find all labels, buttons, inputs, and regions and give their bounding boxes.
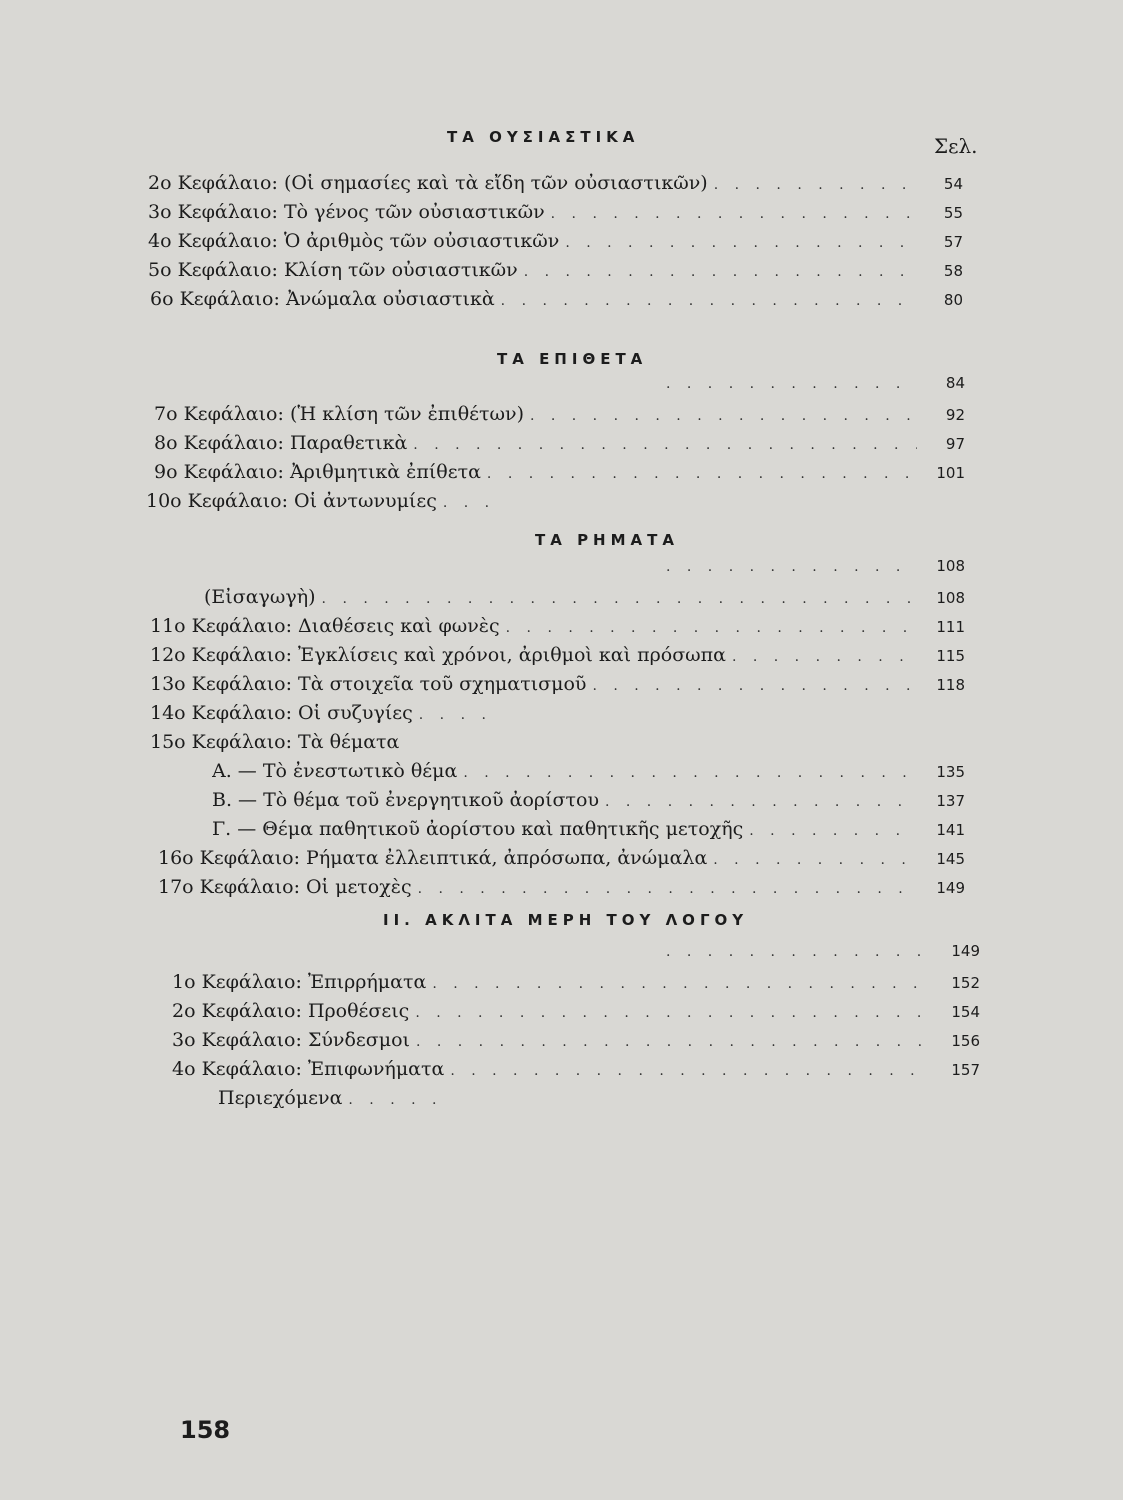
leader-dots [524, 264, 915, 280]
toc-entry [150, 673, 965, 701]
toc-entry-page: 154 [951, 1003, 980, 1021]
toc-entry-label: 9ο Κεφάλαιο: Ἀριθμητικὰ ἐπίθετα [154, 461, 481, 483]
leader-dots [714, 177, 915, 193]
toc-entry [150, 644, 965, 672]
toc-entry [150, 731, 550, 759]
leader-dots [592, 678, 917, 694]
toc-entry-label: Περιεχόμενα [218, 1087, 343, 1109]
toc-entry-page: 145 [936, 850, 965, 868]
toc-entry-label: 8ο Κεφάλαιο: Παραθετικὰ [154, 432, 408, 454]
toc-entry-page: 157 [951, 1061, 980, 1079]
page-column-header: Σελ. [934, 134, 978, 158]
toc-entry-label: 5ο Κεφάλαιο: Κλίση τῶν οὐσιαστικῶν [148, 259, 518, 281]
leader-dots [432, 976, 932, 992]
toc-entry-page: 57 [943, 233, 963, 251]
toc-entry-page: 80 [943, 291, 963, 309]
leader-dots [415, 1005, 932, 1021]
toc-entry [660, 374, 965, 402]
toc-entry [148, 201, 963, 229]
toc-entry-label: 2ο Κεφάλαιο: Προθέσεις [172, 1000, 410, 1022]
toc-entry-page: 97 [945, 435, 965, 453]
leader-dots [506, 620, 917, 636]
leader-dots [443, 495, 498, 511]
toc-entry [154, 461, 965, 489]
toc-entry-label: 4ο Κεφάλαιο: Ἐπιφωνήματα [172, 1058, 445, 1080]
leader-dots [501, 293, 915, 309]
toc-entry [204, 586, 965, 614]
toc-entry-page: 92 [945, 406, 965, 424]
toc-entry-page: 101 [936, 464, 965, 482]
leader-dots [413, 437, 917, 453]
toc-entry-label: 1ο Κεφάλαιο: Ἐπιρρήματα [172, 971, 427, 993]
toc-entry-page: 115 [936, 647, 965, 665]
leader-dots [450, 1063, 932, 1079]
toc-entry-label: 14ο Κεφάλαιο: Οἱ συζυγίες [150, 702, 413, 724]
leader-dots [666, 944, 932, 960]
toc-entry-label: 12ο Κεφάλαιο: Ἐγκλίσεις καὶ χρόνοι, ἀριθμοὶ καὶ πρόσωπα [150, 644, 726, 666]
toc-entry [660, 557, 965, 585]
section-title-verbs: ΤΑ ΡΗΜΑΤΑ [535, 531, 679, 549]
section-title-nouns: ΤΑ ΟΥΣΙΑΣΤΙΚΑ [447, 128, 640, 146]
leader-dots [749, 823, 917, 839]
toc-entry [148, 230, 963, 258]
toc-entry-page: 111 [936, 618, 965, 636]
toc-entry [150, 615, 965, 643]
toc-entry-label: 15ο Κεφάλαιο: Τὰ θέματα [150, 731, 400, 753]
toc-entry-page: 149 [936, 879, 965, 897]
toc-entry [218, 1087, 498, 1115]
leader-dots [732, 649, 917, 665]
leader-dots [487, 466, 917, 482]
toc-entry [158, 876, 965, 904]
toc-entry-page: 54 [943, 175, 963, 193]
toc-entry-label: 3ο Κεφάλαιο: Σύνδεσμοι [172, 1029, 410, 1051]
toc-entry-label: 7ο Κεφάλαιο: (Ἡ κλίση τῶν ἐπιθέτων) [154, 403, 524, 425]
toc-entry [148, 172, 963, 200]
toc-entry [212, 789, 965, 817]
toc-entry-page: 156 [951, 1032, 980, 1050]
toc-entry-page: 58 [943, 262, 963, 280]
toc-entry-label: (Εἰσαγωγὴ) [204, 586, 316, 608]
toc-entry [172, 1029, 980, 1057]
leader-dots [565, 235, 915, 251]
toc-entry [146, 490, 546, 518]
toc-entry [150, 288, 963, 316]
toc-entry-page: 118 [936, 676, 965, 694]
toc-entry-label: 2ο Κεφάλαιο: (Οἱ σημασίες καὶ τὰ εἴδη τῶν οὐσιαστικῶν) [148, 172, 708, 194]
toc-entry-page: 108 [936, 589, 965, 607]
section-title-adjectives: ΤΑ ΕΠΙΘΕΤΑ [497, 350, 648, 368]
toc-entry-label: 4ο Κεφάλαιο: Ὁ ἀριθμὸς τῶν οὐσιαστικῶν [148, 230, 560, 252]
leader-dots [551, 206, 915, 222]
toc-entry [158, 847, 965, 875]
leader-dots [530, 408, 917, 424]
toc-entry-page: 84 [945, 374, 965, 392]
toc-entry [172, 1058, 980, 1086]
toc-entry [154, 403, 965, 431]
leader-dots [322, 591, 917, 607]
leader-dots [463, 765, 917, 781]
leader-dots [416, 1034, 932, 1050]
leader-dots [605, 794, 917, 810]
leader-dots [348, 1092, 450, 1108]
section-title-indeclinable: II. ΑΚΛΙΤΑ ΜΕΡΗ ΤΟΥ ΛΟΓΟΥ [383, 911, 749, 929]
toc-entry-label: 16ο Κεφάλαιο: Ρήματα ἐλλειπτικά, ἀπρόσωπα, ἀνώμαλα [158, 847, 708, 869]
leader-dots [666, 376, 917, 392]
toc-entry-label: 11ο Κεφάλαιο: Διαθέσεις καὶ φωνὲς [150, 615, 500, 637]
toc-entry-label: 17ο Κεφάλαιο: Οἱ μετοχὲς [158, 876, 412, 898]
page-number: 158 [180, 1416, 231, 1444]
toc-entry-label: 10ο Κεφάλαιο: Οἱ ἀντωνυμίες [146, 490, 437, 512]
toc-entry [660, 942, 980, 970]
toc-entry [154, 432, 965, 460]
toc-entry [212, 760, 965, 788]
toc-entry [212, 818, 965, 846]
leader-dots [418, 881, 917, 897]
toc-entry-page: 137 [936, 792, 965, 810]
toc-entry-label: Γ. — Θέμα παθητικοῦ ἀορίστου καὶ παθητικῆς μετοχῆς [212, 818, 744, 840]
toc-entry-page: 149 [951, 942, 980, 960]
toc-entry [148, 259, 963, 287]
leader-dots [713, 852, 917, 868]
toc-entry-page: 152 [951, 974, 980, 992]
toc-entry-label: Α. — Τὸ ἐνεστωτικὸ θέμα [212, 760, 458, 782]
toc-entry-label: 13ο Κεφάλαιο: Τὰ στοιχεῖα τοῦ σχηματισμοῦ [150, 673, 587, 695]
toc-entry-label: Β. — Τὸ θέμα τοῦ ἐνεργητικοῦ ἀορίστου [212, 789, 599, 811]
toc-entry [172, 971, 980, 999]
leader-dots [419, 707, 502, 723]
toc-entry [150, 702, 550, 730]
toc-entry-page: 135 [936, 763, 965, 781]
toc-entry-page: 141 [936, 821, 965, 839]
toc-entry [172, 1000, 980, 1028]
toc-entry-label: 6ο Κεφάλαιο: Ἀνώμαλα οὐσιαστικὰ [150, 288, 495, 310]
toc-entry-page: 55 [943, 204, 963, 222]
toc-entry-page: 108 [936, 557, 965, 575]
leader-dots [666, 559, 917, 575]
toc-entry-label: 3ο Κεφάλαιο: Τὸ γένος τῶν οὐσιαστικῶν [148, 201, 545, 223]
